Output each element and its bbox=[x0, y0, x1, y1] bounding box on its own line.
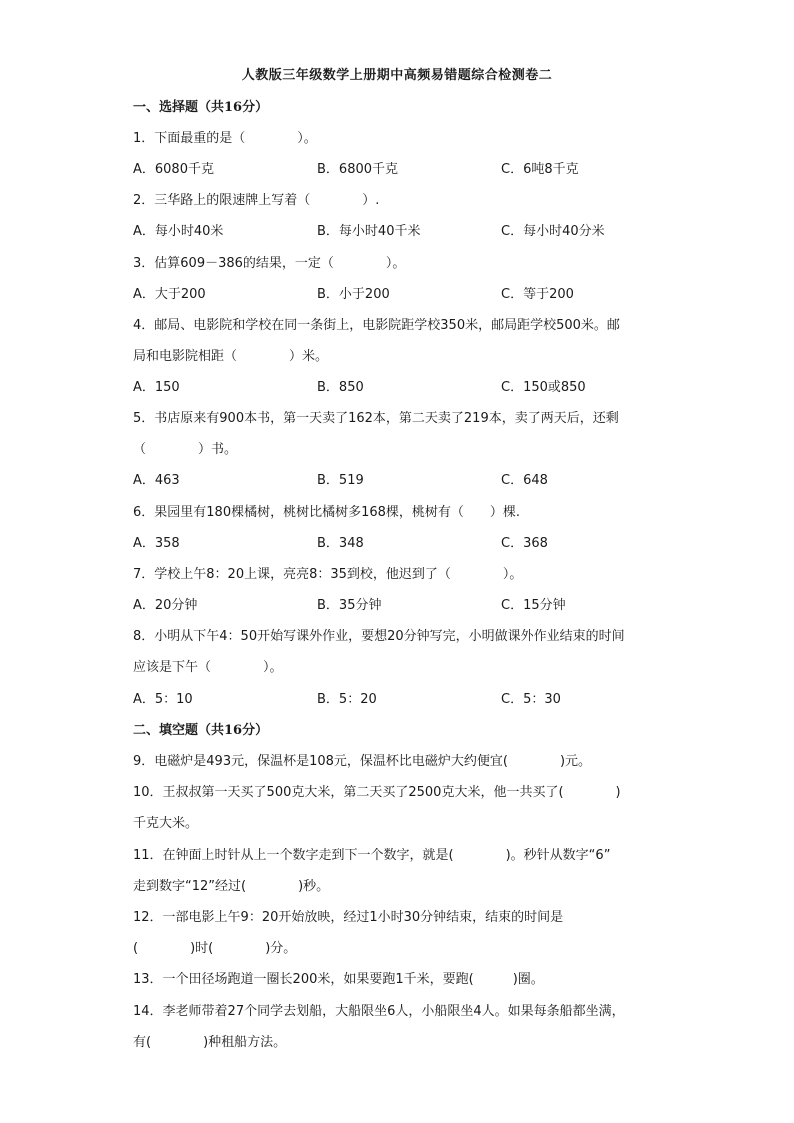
question-6: 6．果园里有180棵橘树，桃树比橘树多168棵，桃树有（ ）棵. bbox=[133, 505, 521, 520]
question-11: 11．在钟面上时针从上一个数字走到下一个数字，就是( )。秒针从数字“6” bbox=[133, 848, 611, 863]
question-12: 12．一部电影上午9：20开始放映，经过1小时30分钟结束，结束的时间是 bbox=[133, 910, 564, 925]
q5-option-c: C．648 bbox=[501, 473, 548, 488]
q6-option-b: B．348 bbox=[317, 536, 364, 551]
worksheet-title: 人教版三年级数学上册期中高频易错题综合检测卷二 bbox=[241, 68, 553, 83]
q3-option-c: C．等于200 bbox=[501, 287, 574, 302]
q3-option-b: B．小于200 bbox=[317, 287, 390, 302]
question-4-continued: 局和电影院相距（ ）米。 bbox=[133, 349, 329, 364]
q8-option-a: A．5：10 bbox=[133, 692, 193, 707]
q7-option-b: B．35分钟 bbox=[317, 598, 382, 613]
question-8: 8．小明从下午4：50开始写课外作业，要想20分钟写完，小明做课外作业结束的时间 bbox=[133, 629, 625, 644]
q4-option-a: A．150 bbox=[133, 380, 180, 395]
question-14: 14．李老师带着27个同学去划船，大船限坐6人，小船限坐4人。如果每条船都坐满， bbox=[133, 1004, 625, 1019]
q7-option-c: C．15分钟 bbox=[501, 598, 566, 613]
question-11-continued: 走到数字“12”经过( )秒。 bbox=[133, 879, 330, 894]
q2-option-c: C．每小时40分米 bbox=[501, 224, 605, 239]
q4-option-b: B．850 bbox=[317, 380, 364, 395]
question-10-continued: 千克大米。 bbox=[133, 816, 199, 831]
q1-option-a: A．6080千克 bbox=[133, 162, 214, 177]
question-2: 2．三华路上的限速牌上写着（ ）. bbox=[133, 193, 380, 208]
question-14-continued: 有( )种租船方法。 bbox=[133, 1035, 287, 1050]
section-heading-choice: 一、选择题（共16分） bbox=[133, 100, 269, 115]
question-5-continued: （ ）书。 bbox=[133, 442, 238, 457]
question-10: 10．王叔叔第一天买了500克大米，第二天买了2500克大米，他一共买了( ) bbox=[133, 785, 621, 800]
q1-option-b: B．6800千克 bbox=[317, 162, 399, 177]
q3-option-a: A．大于200 bbox=[133, 287, 206, 302]
q5-option-a: A．463 bbox=[133, 473, 180, 488]
q6-option-c: C．368 bbox=[501, 536, 548, 551]
q4-option-c: C．150或850 bbox=[501, 380, 586, 395]
q8-option-c: C．5：30 bbox=[501, 692, 561, 707]
question-9: 9．电磁炉是493元，保温杯是108元，保温杯比电磁炉大约便宜( )元。 bbox=[133, 754, 592, 769]
q6-option-a: A．358 bbox=[133, 536, 180, 551]
section-heading-fill: 二、填空题（共16分） bbox=[133, 723, 269, 738]
q1-option-c: C．6吨8千克 bbox=[501, 162, 579, 177]
question-1: 1．下面最重的是（ ）。 bbox=[133, 131, 317, 146]
question-7: 7．学校上午8：20上课，亮亮8：35到校，他迟到了（ ）。 bbox=[133, 567, 523, 582]
question-5: 5．书店原来有900本书，第一天卖了162本，第二天卖了219本，卖了两天后，还剩 bbox=[133, 411, 619, 426]
q5-option-b: B．519 bbox=[317, 473, 364, 488]
q2-option-b: B．每小时40千米 bbox=[317, 224, 421, 239]
question-3: 3．估算609－386的结果，一定（ ）。 bbox=[133, 256, 406, 271]
question-13: 13．一个田径场跑道一圈长200米，如果要跑1千米，要跑( )圈。 bbox=[133, 972, 544, 987]
question-4: 4．邮局、电影院和学校在同一条街上，电影院距学校350米，邮局距学校500米。邮 bbox=[133, 318, 620, 333]
q2-option-a: A．每小时40米 bbox=[133, 224, 224, 239]
question-12-continued: ( )时( )分。 bbox=[133, 941, 297, 956]
question-8-continued: 应该是下午（ ）。 bbox=[133, 660, 283, 675]
q7-option-a: A．20分钟 bbox=[133, 598, 198, 613]
q8-option-b: B．5：20 bbox=[317, 692, 377, 707]
